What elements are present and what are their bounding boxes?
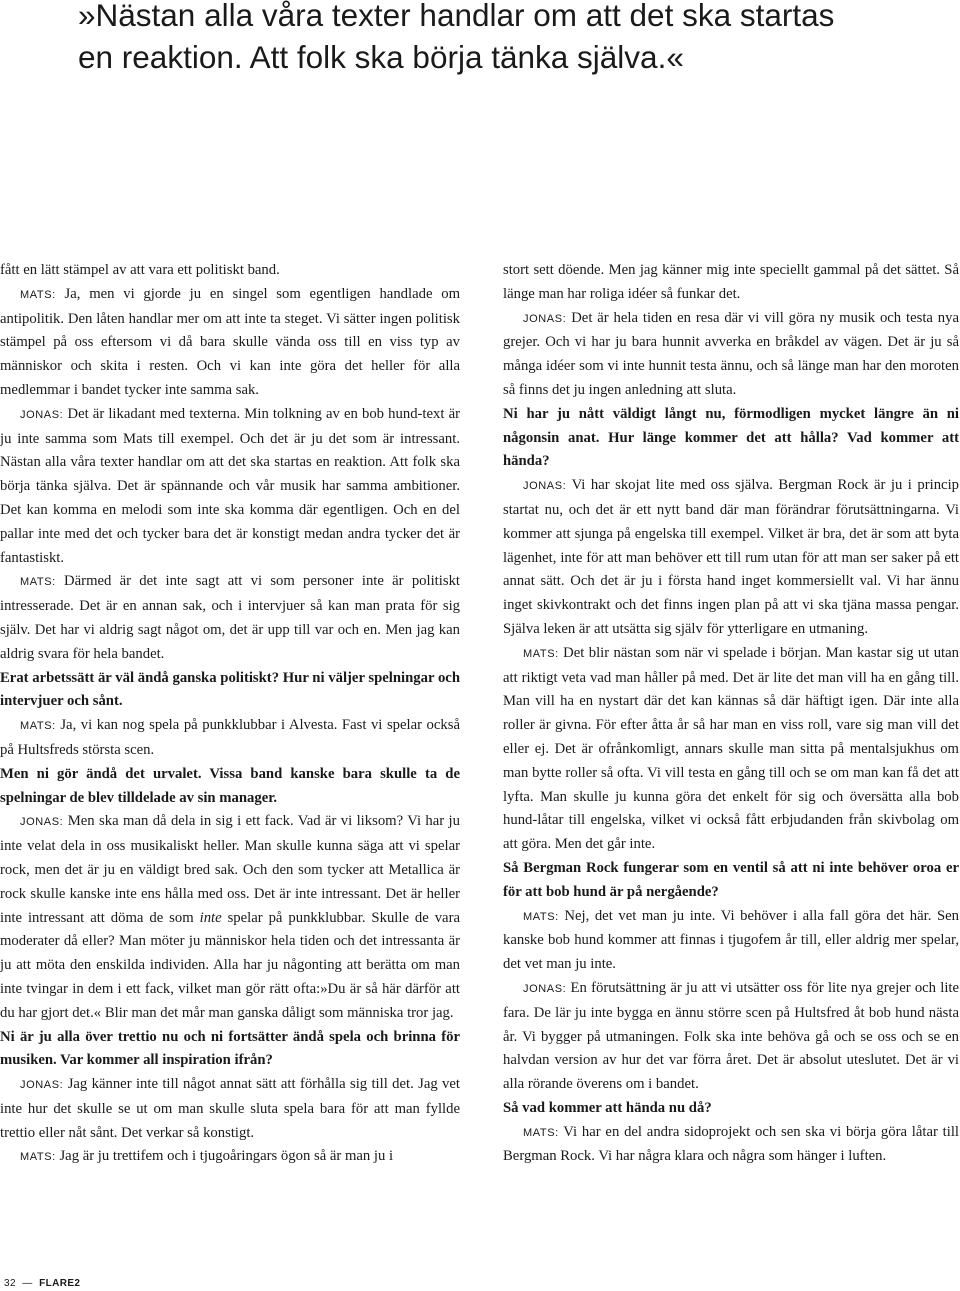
speaker-name: MATS: <box>20 1151 56 1164</box>
interview-question: Ni är ju alla över trettio nu och ni fortsätter ändå spela och brinna för musiken. Var kommer all inspiration ifrån? <box>0 1028 460 1069</box>
interview-question: Ni har ju nått väldigt långt nu, förmodligen mycket längre än ni någonsin anat. Hur länge kommer det att hålla? Vad kommer att hända? <box>503 405 959 470</box>
speaker-name: JONAS: <box>20 1079 64 1092</box>
speaker-paragraph <box>0 810 460 1025</box>
interview-question: Men ni gör ändå det urvalet. Vissa band kanske bara skulle ta de spelningar de blev tilldelade av sin manager. <box>0 765 460 806</box>
emphasis-text: inte <box>199 909 222 926</box>
pull-quote: »Nästan alla våra texter handlar om att det ska startas en reaktion. Att folk ska börja tänka själva.« <box>78 0 835 75</box>
speech-text: Men ska man då dela in sig i ett fack. Vad är vi liksom? Vi har ju inte velat dela in oss musikaliskt heller. Man skulle kunna säga att vi spelar rock, men det är ju en väldigt bred sak. Och den som tycker att Metallica är rock skulle kanske inte ens hålla med oss. Det är inte intressant. Det är heller inte intressant att döma de som <box>0 813 460 926</box>
speaker-name: MATS: <box>523 910 559 923</box>
speaker-name: MATS: <box>523 647 559 660</box>
speech-text: Ja, men vi gjorde ju en singel som egentligen handlade om antipolitik. Den låten handlar mer om att inte ta steget. Vi sätter ingen politisk stämpel på oss eftersom vi då bara skulle vända oss till en viss typ av människor och skita i resten. Och vi kan inte göra det heller för alla medlemmar i bandet tycker inte samma sak. <box>0 285 460 398</box>
footer-divider: — <box>19 1278 36 1289</box>
speaker-paragraph <box>0 283 460 403</box>
page-footer <box>4 1278 80 1289</box>
interview-question: Erat arbetssätt är väl ändå ganska politiskt? Hur ni väljer spelningar och intervjuer och sånt. <box>0 669 460 710</box>
body-paragraph: fått en lätt stämpel av att vara ett politiskt band. <box>0 262 280 278</box>
speaker-name: MATS: <box>20 720 56 733</box>
speaker-name: JONAS: <box>523 480 567 493</box>
speaker-paragraph <box>503 977 959 1097</box>
magazine-name: FLARE2 <box>39 1278 81 1289</box>
speaker-paragraph <box>0 403 460 571</box>
speech-text: En förutsättning är ju att vi utsätter oss för lite nya grejer och lite fara. De lär ju inte bygga en ännu större scen på Hultsfred åt bob hund nästa år. Vi bygger på utmaningen. Folk ska inte behöva gå och se oss och se en halvdan version av hur det var förra året. Det är absolut uteslutet. Det är vi alla rörande överens om i bandet. <box>503 979 959 1093</box>
speech-text: spelar på punkklubbar. Skulle de vara moderater då eller? Man möter ju människor hela tiden och det intressanta är ju att möta den enskilda individen. Alla har ju någonting att berätta om man inte tvingar in dem i ett fack, vilket man gör rätt ofta:»Du är så här därför att du har gjort det.« Blir man det mår man ganska dåligt som människa tror jag. <box>0 909 460 1021</box>
speech-text: Det blir nästan som när vi spelade i början. Man kastar sig ut utan att riktigt veta vad man håller på med. Det är lite det man vill ha en gång till. Man vill ha en nystart där det kan kännas så där häftigt igen. Där inte alla roller är givna. För efter åtta år så har man en viss roll, vare sig man vill det eller ej. Det är ofrånkomligt, annars skulle man sitta på mentalsjukhus om man bytte roller så ofta. Vi vill testa en gång till och se om man kan få det att lyfta. Man skulle ju kunna göra det enkelt för sig och översätta alla bob hund-låtar till engelska, vilket vi också fått erbjudanden från skivbolag om att göra. Men det går inte. <box>503 644 959 853</box>
speaker-name: MATS: <box>20 288 56 301</box>
speech-text: Jag känner inte till något annat sätt att förhålla sig till det. Jag vet inte hur det skulle se ut om man skulle sluta spela bara för att man fyllde trettio eller nåt sånt. Det verkar så konstigt. <box>0 1076 460 1141</box>
left-column <box>0 259 460 1170</box>
speaker-paragraph <box>503 307 959 403</box>
speaker-name: MATS: <box>20 576 56 589</box>
speaker-name: JONAS: <box>523 312 567 325</box>
speech-text: Ja, vi kan nog spela på punkklubbar i Alvesta. Fast vi spelar också på Hultsfreds största scen. <box>0 717 460 758</box>
speaker-paragraph <box>503 1121 959 1170</box>
speaker-paragraph <box>0 570 460 666</box>
speaker-name: JONAS: <box>20 408 64 421</box>
speaker-name: JONAS: <box>523 982 567 995</box>
speech-text: Därmed är det inte sagt att vi som personer inte är politiskt intresserade. Det är en annan sak, och i intervjuer så kan man prata för sig själv. Det har vi aldrig sagt något om, det är upp till var och en. Men jag kan aldrig svara för hela bandet. <box>0 573 460 662</box>
interview-question: Så vad kommer att hända nu då? <box>503 1099 712 1116</box>
speech-text: Det är likadant med texterna. Min tolkning av en bob hund-text är ju inte samma som Mats till exempel. Och det är ju det som är intressant. Nästan alla våra texter handlar om att det ska startas en reaktion. Att folk ska börja tänka själva. Det är spännande och vår musik har samma ambitioner. Det kan komma en melodi som inte ska komma där egentligen. Och en del pallar inte med det och tycker bara det är konstigt medan andra tycker det är fantastiskt. <box>0 405 460 566</box>
body-paragraph: stort sett döende. Men jag känner mig inte speciellt gammal på det sättet. Så länge man har roliga idéer så funkar det. <box>503 262 959 302</box>
speaker-paragraph <box>503 905 959 977</box>
speaker-paragraph <box>503 642 959 857</box>
speech-text: Vi har en del andra sidoprojekt och sen ska vi börja göra låtar till Bergman Rock. Vi har några klara och några som hänger i luften. <box>503 1123 959 1165</box>
speaker-name: JONAS: <box>20 816 64 829</box>
interview-question: Så Bergman Rock fungerar som en ventil så att ni inte behöver oroa er för att bob hund är på nergående? <box>503 859 959 900</box>
speaker-paragraph <box>0 1073 460 1145</box>
speech-text: Jag är ju trettifem och i tjugoåringars ögon så är man ju i <box>55 1148 394 1165</box>
speech-text: Nej, det vet man ju inte. Vi behöver i alla fall göra det här. Sen kanske bob hund kommer att finnas i tjugofem år till, eller aldrig mer spelar, det vet man ju inte. <box>503 907 959 973</box>
page-number: 32 <box>4 1278 16 1289</box>
speaker-name: MATS: <box>523 1126 559 1139</box>
speaker-paragraph <box>0 714 460 763</box>
speaker-paragraph <box>0 1145 460 1170</box>
speaker-paragraph <box>503 474 959 642</box>
right-column <box>503 259 959 1169</box>
speech-text: Det är hela tiden en resa där vi vill göra ny musik och testa nya grejer. Och vi har ju bara hunnit avverka en bråkdel av vägen. Det är ju så många idéer som vi inte hunnit testa ännu, och så länge man har den moroten så finns det ju ingen anledning att sluta. <box>503 309 959 398</box>
speech-text: Vi har skojat lite med oss själva. Bergman Rock är ju i princip startat nu, och det är ett nytt band där man förändrar förutsättningarna. Vi kommer att sjunga på engelska till exempel. Vilket är bra, det är som att byta lägenhet, inte för att man behöver ett till rum utan för att man ser saker på ett annat sätt. Och det är ju i första hand inget kommersiellt val. Vi har ännu inget skivkontrakt och det finns ingen plan på att vi ska tjäna massa pengar. Själva leken är att utsätta sig själv för ytterligare en utmaning. <box>503 477 959 637</box>
